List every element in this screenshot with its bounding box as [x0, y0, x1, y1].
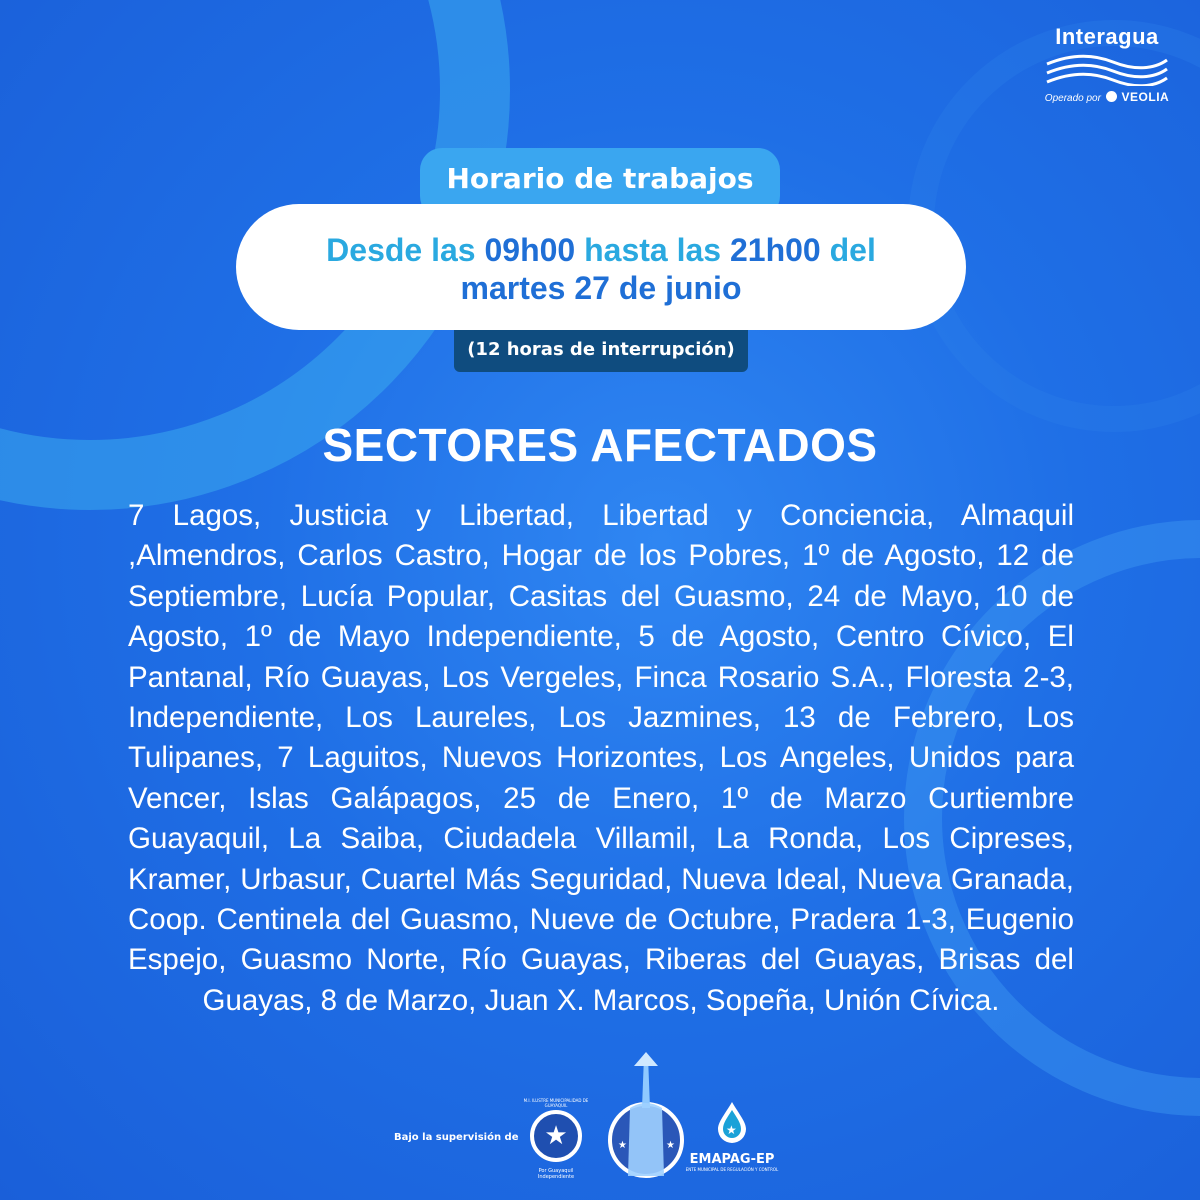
interagua-logo	[1042, 24, 1172, 104]
schedule-suffix: del	[820, 232, 876, 268]
municipality-seal	[520, 1098, 592, 1184]
schedule-line-1	[236, 231, 966, 269]
svg-text:★: ★	[618, 1140, 627, 1151]
schedule-prefix: Desde las	[326, 232, 485, 268]
brand-name: Interagua	[1055, 24, 1159, 49]
municipality-tag: Por Guayaquil Independiente	[537, 1168, 575, 1180]
operator-name: VEOLIA	[1121, 90, 1170, 104]
duration-badge	[454, 330, 748, 372]
sectors-title: SECTORES AFECTADOS	[322, 419, 878, 471]
schedule-pill	[236, 204, 966, 330]
waves-icon	[1043, 52, 1171, 86]
schedule-title: Horario de trabajos	[446, 162, 754, 195]
end-time: 21h00	[729, 232, 821, 268]
operated-by-label: Operado por	[1044, 93, 1101, 104]
svg-text:★: ★	[666, 1140, 675, 1151]
emapag-name: EMAPAG-EP	[689, 1152, 775, 1167]
footer-logos	[390, 1048, 790, 1178]
schedule-mid: hasta las	[575, 232, 730, 268]
water-drop-icon	[715, 1100, 749, 1144]
svg-text:★: ★	[726, 1123, 737, 1137]
emapag-logo	[684, 1100, 780, 1172]
operator-line	[1042, 90, 1172, 104]
start-time: 09h00	[484, 232, 576, 268]
sectors-list: 7 Lagos, Justicia y Libertad, Libertad y Conciencia, Almaquil ,Almendros, Carlos Castro, Hogar de los Pobres, 1º de Agosto, 12 de Septiembre, Lucía Popular, Casitas del Guasmo, 24 de Mayo, 10 de Agosto, 1º de Mayo Independiente, 5 de Agosto, Centro Cívico, El Pantanal, Río Guayas, Los Vergeles, Finca Rosario S.A., Floresta 2-3, Independiente, Los Laureles, Los Jazmines, 13 de Febrero, Los Tulipanes, 7 Laguitos, Nuevos Horizontes, Los Angeles, Unidos para Vencer, Islas Galápagos, 25 de Enero, 1º de Marzo Curtiembre Guayaquil, La Saiba, Ciudadela Villamil, La Ronda, Los Cipreses, Kramer, Urbasur, Cuartel Más Seguridad, Nueva Ideal, Nueva Granada, Coop. Centinela del Guasmo, Nueve de Octubre, Pradera 1-3, Eugenio Espejo, Guasmo Norte, Río Guayas, Riberas del Guayas, Brisas del Guayas, 8 de Marzo, Juan X. Marcos, Sopeña, Unión Cívica.	[128, 499, 1074, 1017]
emapag-subtitle: ENTE MUNICIPAL DE REGULACIÓN Y CONTROL	[685, 1167, 779, 1172]
supervision-label: Bajo la supervisión de	[394, 1132, 519, 1143]
monument-emblem-icon	[604, 1048, 688, 1188]
municipality-header: M.I. ILUSTRE MUNICIPALIDAD DE GUAYAQUIL	[523, 1098, 589, 1108]
veolia-drop-icon	[1106, 91, 1117, 102]
schedule-date: martes 27 de junio	[460, 270, 742, 306]
star-icon: ★	[530, 1110, 582, 1162]
duration-text: (12 horas de interrupción)	[467, 339, 735, 360]
